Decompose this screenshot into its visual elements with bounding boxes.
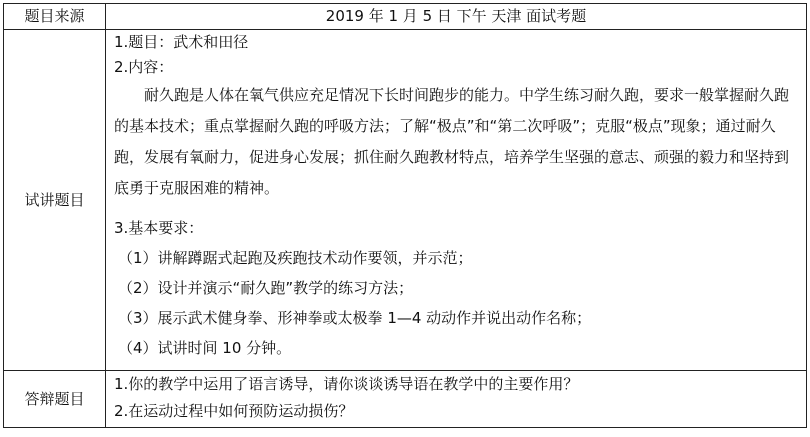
exam-table bbox=[3, 3, 807, 428]
trial-lecture-label: 试讲题目 bbox=[4, 30, 106, 371]
header-row bbox=[4, 4, 807, 30]
defense-question: 1.你的教学中运用了语言诱导，请你谈谈诱导语在教学中的主要作用？ bbox=[114, 375, 579, 393]
defense-row bbox=[4, 371, 807, 428]
source-label: 题目来源 bbox=[4, 4, 106, 30]
requirements-heading: 3.基本要求： bbox=[114, 219, 204, 237]
trial-lecture-content bbox=[106, 30, 807, 371]
requirement-item: （2）设计并演示“耐久跑”教学的练习方法； bbox=[118, 279, 414, 297]
content-heading: 2.内容： bbox=[114, 58, 174, 76]
defense-question: 2.在运动过程中如何预防运动损伤？ bbox=[114, 402, 354, 420]
requirement-item: （3）展示武术健身拳、形神拳或太极拳 1—4 动动作并说出动作名称； bbox=[118, 309, 592, 327]
trial-lecture-row bbox=[4, 30, 807, 371]
spacer bbox=[114, 204, 806, 213]
requirement-item: （1）讲解蹲踞式起跑及疾跑技术动作要领，并示范； bbox=[118, 249, 473, 267]
defense-label: 答辩题目 bbox=[4, 371, 106, 428]
source-title: 2019 年 1 月 5 日 下午 天津 面试考题 bbox=[106, 4, 807, 30]
content-paragraph: 耐久跑是人体在氧气供应充足情况下长时间跑步的能力。中学生练习耐久跑，要求一般掌握耐久跑的基本技术；重点掌握耐久跑的呼吸方法；了解“极点”和“第二次呼吸”；克服“极点”现象；通过耐久跑，发展有氧耐力，促进身心发展；抓住耐久跑教材特点，培养学生坚强的意志、顽强的毅力和坚持到底勇于克服困难的精神。 bbox=[114, 86, 790, 197]
defense-content bbox=[106, 371, 807, 428]
topic-line: 1.题目：武术和田径 bbox=[114, 33, 249, 51]
requirement-item: （4）试讲时间 10 分钟。 bbox=[118, 339, 292, 357]
